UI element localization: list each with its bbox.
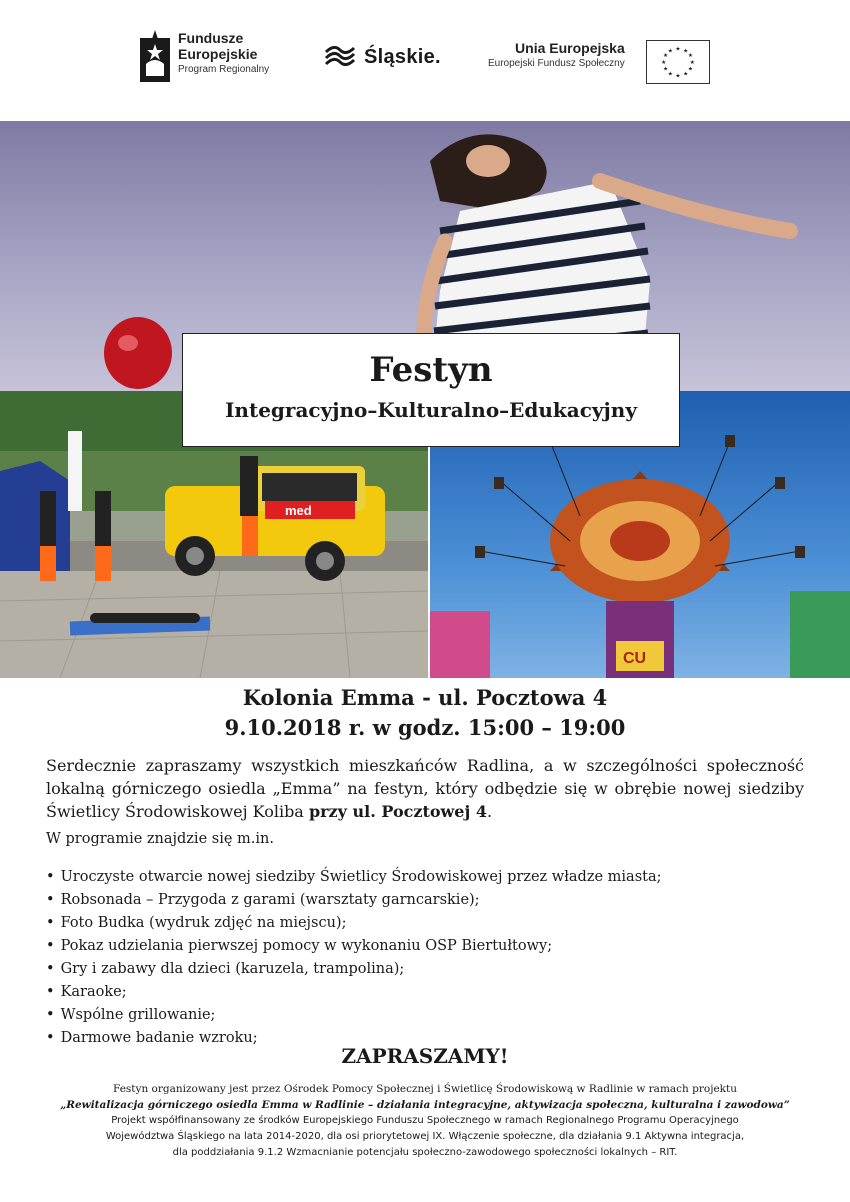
svg-text:★: ★ bbox=[667, 71, 673, 78]
footer-line1: Festyn organizowany jest przez Ośrodek Pomocy Społecznej i Świetlicę Środowiskową w Radlinie w ramach projektu bbox=[112, 1083, 738, 1095]
footer-line4: Województwa Śląskiego na lata 2014-2020, dla osi priorytetowej IX. Włączenie społeczne, dla działania 9.1 Aktywna integracja, bbox=[105, 1131, 745, 1142]
footer bbox=[20, 1081, 830, 1161]
svg-text:★: ★ bbox=[687, 66, 693, 73]
program-list bbox=[46, 866, 662, 1050]
eu-flag-icon bbox=[646, 40, 710, 84]
eu-line1: Unia Europejska bbox=[515, 40, 625, 56]
svg-text:★: ★ bbox=[683, 71, 689, 78]
fe-sub: Program Regionalny bbox=[178, 64, 270, 76]
slaskie-wave-icon bbox=[324, 42, 358, 72]
intro-end: . bbox=[486, 802, 493, 821]
svg-text:★: ★ bbox=[663, 66, 669, 73]
ambulance-label: med bbox=[285, 503, 312, 518]
fe-star-icon bbox=[140, 30, 170, 82]
intro-paragraph bbox=[46, 754, 804, 823]
list-item: • Uroczyste otwarcie nowej siedziby Świetlicy Środowiskowej przez władze miasta; bbox=[46, 866, 662, 889]
slaskie-logo bbox=[324, 42, 441, 72]
svg-text:★: ★ bbox=[683, 48, 689, 55]
svg-text:★: ★ bbox=[661, 59, 667, 66]
list-item: • Foto Budka (wydruk zdjęć na miejscu); bbox=[46, 912, 662, 935]
photo-collage bbox=[0, 121, 850, 678]
page-title: Festyn bbox=[369, 350, 493, 390]
list-item: • Pokaz udzielania pierwszej pomocy w wykonaniu OSP Biertułtowy; bbox=[46, 935, 662, 958]
intro-text: Serdecznie zapraszamy wszystkich mieszkańców Radlina, a w szczególności społeczność lokalną górniczego osiedla „Emma” na festyn, który odbędzie się w obrębie nowej siedziby Świetlicy Środowiskowej Koliba bbox=[46, 756, 804, 821]
svg-text:★: ★ bbox=[663, 53, 669, 60]
event-location: Kolonia Emma - ul. Pocztowa 4 bbox=[242, 685, 608, 710]
ride-label: CU bbox=[623, 650, 647, 667]
event-datetime: 9.10.2018 r. w godz. 15:00 – 19:00 bbox=[224, 715, 626, 740]
svg-text:★: ★ bbox=[675, 46, 681, 53]
eu-logo-text bbox=[488, 40, 625, 69]
event-info bbox=[0, 683, 850, 743]
list-item: • Gry i zabawy dla dzieci (karuzela, trampolina); bbox=[46, 958, 662, 981]
invite-heading: ZAPRASZAMY! bbox=[341, 1044, 509, 1068]
fundusze-europejskie-logo bbox=[140, 30, 269, 82]
svg-text:★: ★ bbox=[675, 73, 681, 80]
page-subtitle: Integracyjno–Kulturalno–Edukacyjny bbox=[225, 398, 637, 422]
title-box bbox=[182, 333, 680, 447]
logo-bar bbox=[128, 14, 724, 102]
intro-bold-address: przy ul. Pocztowej 4 bbox=[308, 802, 487, 821]
list-item: • Robsonada – Przygoda z garami (warsztaty garncarskie); bbox=[46, 889, 662, 912]
svg-text:★: ★ bbox=[687, 53, 693, 60]
slaskie-name: Śląskie. bbox=[364, 45, 441, 68]
list-item: • Wspólne grillowanie; bbox=[46, 1004, 662, 1027]
eu-sub: Europejski Fundusz Społeczny bbox=[488, 58, 625, 69]
list-item: • Karaoke; bbox=[46, 981, 662, 1004]
list-item: • Darmowe badanie wzroku; bbox=[46, 1027, 662, 1050]
fe-line2: Europejskie bbox=[178, 46, 258, 63]
fe-line1: Fundusze bbox=[178, 30, 244, 46]
footer-line3: Projekt współfinansowany ze środków Europejskiego Funduszu Społecznego w ramach Regionalnego Programu Operacyjnego bbox=[111, 1115, 739, 1126]
footer-project-name: „Rewitalizacja górniczego osiedla Emma w Radlinie – działania integracyjne, aktywizacja społeczna, kulturalna i zawodowa” bbox=[60, 1099, 790, 1111]
footer-line5: dla poddziałania 9.1.2 Wzmacnianie potencjału społeczno-zawodowego społeczności lokalnych – RIT. bbox=[172, 1147, 678, 1158]
program-heading: W programie znajdzie się m.in. bbox=[46, 831, 274, 847]
svg-text:★: ★ bbox=[667, 48, 673, 55]
svg-text:★: ★ bbox=[689, 59, 695, 66]
